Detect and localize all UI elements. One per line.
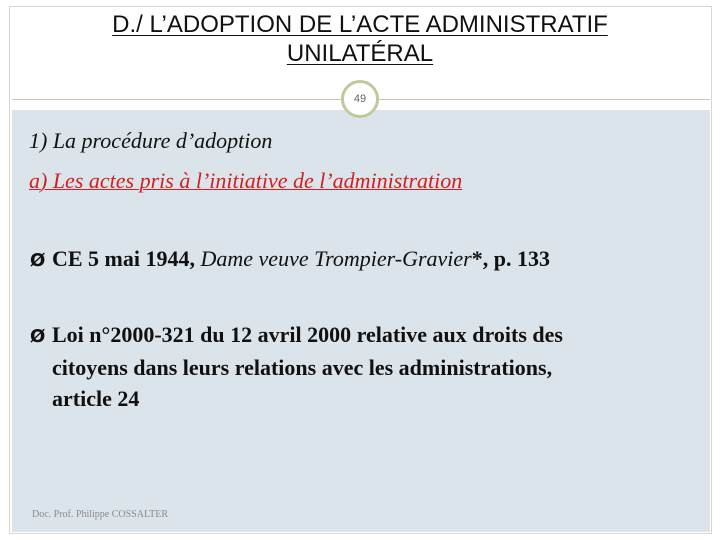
title-line-2: UNILATÉRAL xyxy=(286,40,434,67)
heading-procedure-text: 1) La procédure d’adoption xyxy=(29,128,273,153)
title-line-1: D./ L’ADOPTION DE L’ACTE ADMINISTRATIF xyxy=(112,11,608,38)
slide-title xyxy=(20,10,700,68)
heading-procedure xyxy=(28,128,272,154)
arrow-bullet-icon: Ø xyxy=(30,250,46,271)
item2-line-3: article 24 xyxy=(52,386,140,411)
item1-text-b: *, p. 133 xyxy=(471,246,550,271)
item2-line-1: Loi n°2000-321 du 12 avril 2000 relative aux droits des xyxy=(52,322,563,347)
list-item-ce-1944 xyxy=(30,243,550,276)
heading-actes-text: a) Les actes pris à l’initiative de l’administration xyxy=(29,168,463,193)
list-item-loi-2000 xyxy=(30,319,690,414)
arrow-bullet-icon: Ø xyxy=(30,326,46,347)
item1-case-name: Dame veuve Trompier-Gravier xyxy=(200,246,472,271)
slide-number: 49 xyxy=(353,93,367,105)
item2-line-2: citoyens dans leurs relations avec les administrations, xyxy=(52,355,553,380)
footer-credit: Doc. Prof. Philippe COSSALTER xyxy=(32,509,169,520)
slide-number-badge xyxy=(341,80,379,118)
item1-text-a: CE 5 mai 1944, xyxy=(52,246,201,271)
heading-actes xyxy=(28,168,462,194)
